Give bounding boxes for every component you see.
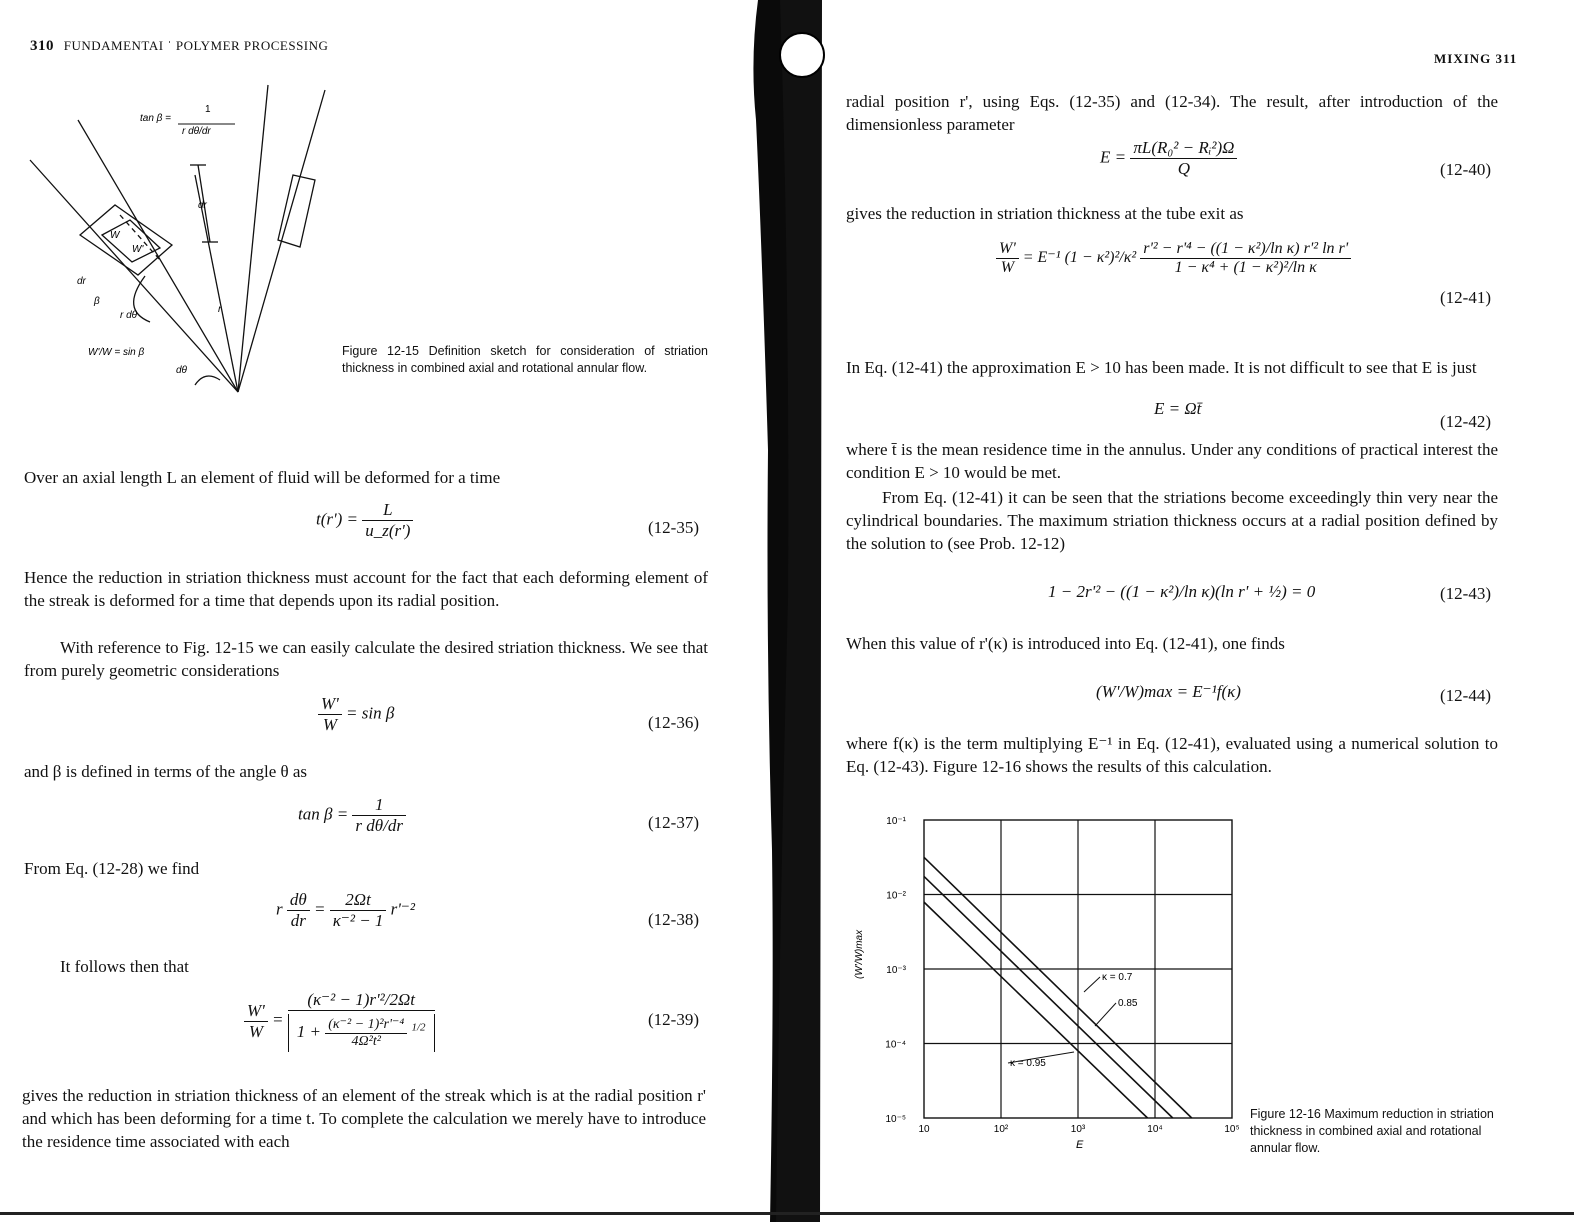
fig15-label-dr-top: dr: [198, 200, 207, 211]
eq38-rhs: r'⁻²: [390, 899, 415, 919]
eq36-number: (12-36): [648, 713, 699, 732]
eq38-number: (12-38): [648, 910, 699, 929]
left-para-3: With reference to Fig. 12-15 we can easily calculate the desired striation thickness. We see that from purely geometric considerations: [24, 638, 708, 680]
eq42-number: (12-42): [1440, 412, 1491, 431]
chart-x-axis-label: E: [1076, 1139, 1084, 1151]
eq-12-44: [1096, 682, 1241, 702]
chart-y-tick-label: 10⁻¹: [886, 816, 906, 827]
eq36-rhs: = sin β: [346, 703, 395, 723]
chart-series-line-2: [924, 902, 1148, 1118]
eq38-den: κ⁻² − 1: [332, 911, 384, 930]
eq37-den: r dθ/dr: [355, 816, 403, 835]
running-head-title-left: FUNDAMENTAI ˈ POLYMER PROCESSING: [63, 38, 329, 53]
eq39-lhs-den: W: [248, 1021, 263, 1041]
fig15-ray-3: [238, 85, 268, 392]
fig15-label-dtheta: dθ: [176, 365, 187, 376]
right-para-6: When this value of r'(κ) is introduced into Eq. (12-41), one finds: [846, 634, 1285, 653]
chart-series-label-1: 0.85: [1118, 998, 1138, 1009]
fig15-label-w-ratio: W'/W = sin β: [88, 347, 145, 358]
fig15-label-r: r: [218, 304, 222, 315]
eq41-den: 1 − κ⁴ + (1 − κ²)²/ln κ: [1174, 259, 1317, 276]
fig15-label-W: W: [110, 230, 120, 241]
eq37-number: (12-37): [648, 813, 699, 832]
left-para-1: Over an axial length L an element of fluid will be deformed for a time: [24, 468, 501, 487]
eq40-number: (12-40): [1440, 160, 1491, 179]
eq-12-35: [316, 500, 413, 541]
eq39-num: (κ⁻² − 1)r'²/2Ωt: [288, 990, 435, 1011]
left-para-7: gives the reduction in striation thickness of an element of the streak which is at the radial position r' and which has been deforming for a time t. To complete the calculation we merely have to introduce the residence time associated with each: [22, 1086, 706, 1151]
figure-12-16-chart: [840, 800, 1260, 1170]
fig15-label-tan-den: r dθ/dr: [182, 126, 211, 137]
fig15-label-tan-beta: tan β =: [140, 113, 172, 124]
chart-series-leader-1: [1095, 1003, 1116, 1026]
eq36-den: W: [322, 715, 337, 734]
eq41-num: r'² − r'⁴ − ((1 − κ²)/ln κ) r'² ln r': [1140, 240, 1351, 259]
eq39-den-exp: 1/2: [411, 1021, 426, 1034]
book-gutter-shadow: [740, 0, 830, 1222]
fig15-label-tan-num: 1: [205, 104, 211, 115]
eq39-number: (12-39): [648, 1010, 699, 1029]
figure-12-15-caption: Figure 12-15 Definition sketch for consideration of striation thickness in combined axial and rotational annular flow.: [342, 344, 708, 375]
eq43-number: (12-43): [1440, 584, 1491, 603]
fig15-label-Wprime: W': [132, 244, 144, 255]
fig15-element-left: [80, 205, 172, 275]
chart-series-label-0: κ = 0.7: [1102, 972, 1133, 983]
left-para-4: and β is defined in terms of the angle θ as: [24, 762, 308, 781]
eq-12-36: [318, 694, 394, 735]
eq35-den: u_z(r'): [365, 521, 411, 540]
left-para-2: Hence the reduction in striation thickness must account for the fact that each deforming element of the streak is deformed for a time that depends upon its radial position.: [24, 568, 708, 610]
eq39-den-a: 1 +: [296, 1021, 322, 1041]
fig15-label-r-dtheta: r dθ: [120, 310, 138, 321]
right-para-7: where f(κ) is the term multiplying E⁻¹ in Eq. (12-41), evaluated using a numerical solution to Eq. (12-43). Figure 12-16 shows the results of this calculation.: [846, 734, 1498, 776]
eq38-equals: =: [313, 899, 326, 919]
eq38-num: 2Ωt: [330, 890, 387, 911]
right-para-2: gives the reduction in striation thickness at the tube exit as: [846, 204, 1244, 223]
fig15-label-beta: β: [94, 296, 100, 307]
eq38-lhs-num: dθ: [287, 890, 310, 911]
page-number-left: 310: [30, 38, 54, 54]
eq44-number: (12-44): [1440, 686, 1491, 705]
eq38-lhs-pre: r: [276, 899, 283, 919]
eq35-num: L: [362, 500, 413, 521]
chart-y-tick-label: 10⁻⁵: [885, 1114, 906, 1125]
eq40-num: πL(R₀² − Rᵢ²)Ω: [1130, 138, 1237, 159]
chart-y-axis-label: (W'/W)max: [854, 929, 865, 979]
chart-x-tick-label: 10⁵: [1224, 1124, 1240, 1135]
eq41-lhs-num: W': [996, 240, 1019, 259]
eq40-den: Q: [1177, 159, 1191, 178]
chart-x-tick-label: 10⁴: [1147, 1124, 1163, 1135]
chart-series-line-0: [924, 857, 1192, 1118]
eq35-number: (12-35): [648, 518, 699, 537]
chart-x-tick-label: 10: [918, 1124, 930, 1135]
right-para-4: where t̄ is the mean residence time in the annulus. Under any conditions of practical interest the condition E > 10 would be met.: [846, 440, 1498, 482]
eq38-lhs-den: dr: [290, 911, 306, 930]
left-para-5: From Eq. (12-28) we find: [24, 859, 200, 878]
chart-y-tick-label: 10⁻⁴: [885, 1039, 906, 1051]
eq37-num: 1: [352, 795, 406, 816]
gutter-hole: [780, 33, 824, 77]
eq36-num: W': [318, 694, 342, 715]
eq39-den-b-num: (κ⁻² − 1)²r'⁻⁴: [325, 1016, 407, 1034]
eq-12-40: [1100, 138, 1237, 179]
eq-12-43: 1 − 2r'² − ((1 − κ²)/ln κ)(ln r' + ½) = 0: [1048, 582, 1316, 601]
eq39-lhs-num: W': [244, 1001, 268, 1022]
eq41-lhs-den: W: [1000, 259, 1015, 276]
right-para-3: In Eq. (12-41) the approximation E > 10 has been made. It is not difficult to see that E is just: [846, 358, 1477, 377]
eq-12-37: [298, 795, 406, 836]
chart-x-tick-label: 10³: [1070, 1124, 1086, 1135]
fig15-label-dr-left: dr: [77, 276, 86, 287]
eq-12-42: E = Ωt̄: [1154, 399, 1202, 418]
left-para-6: It follows then that: [60, 957, 189, 976]
chart-series-label-2: κ = 0.95: [1010, 1058, 1046, 1069]
eq41-number: (12-41): [1440, 288, 1491, 307]
chart-y-tick-label: 10⁻²: [886, 890, 906, 902]
right-para-5: From Eq. (12-41) it can be seen that the striations become exceedingly thin very near the cylindrical boundaries. The maximum striation thickness occurs at a radial position defined by the solution to (see Prob. 12-12): [846, 488, 1498, 553]
eq44-rhs: = E⁻¹f(κ): [1176, 682, 1241, 701]
chart-y-tick-label: 10⁻³: [886, 965, 906, 976]
eq37-lhs: tan β =: [298, 804, 349, 824]
right-para-1: radial position r', using Eqs. (12-35) and (12-34). The result, after introduction of the dimensionless parameter: [846, 92, 1498, 134]
page-bottom-edge: [0, 1212, 1574, 1215]
eq35-lhs: t(r') =: [316, 509, 359, 529]
eq-12-39: $\frac{W'}{W}$ = (κ⁻² − 1)r'²/2Ωt 1 + $\frac{\text{(κ⁻² − 1)²r'⁻⁴}}{\text{4Ω²t²}}$ $^{1/2}$: [244, 990, 435, 1052]
chart-x-tick-label: 10²: [993, 1124, 1009, 1135]
running-head-left: [30, 38, 328, 55]
chart-series-leader-0: [1084, 977, 1100, 992]
eq39-den: [288, 1014, 435, 1052]
eq-12-41: [996, 240, 1351, 277]
eq40-lhs: E =: [1100, 147, 1127, 167]
eq-12-38: [276, 890, 415, 931]
eq41-factor: = E⁻¹ (1 − κ²)²/κ²: [1022, 249, 1137, 267]
fig15-arc-dtheta: [195, 376, 220, 385]
eq39-den-b-den: 4Ω²t²: [351, 1034, 381, 1049]
figure-12-15-sketch: [20, 70, 350, 400]
running-head-right: MIXING 311: [1434, 51, 1518, 66]
figure-12-16-caption: Figure 12-16 Maximum reduction in striation thickness in combined axial and rotational annular flow.: [1250, 1107, 1494, 1155]
eq44-lhs: (W'/W)max: [1096, 682, 1173, 701]
